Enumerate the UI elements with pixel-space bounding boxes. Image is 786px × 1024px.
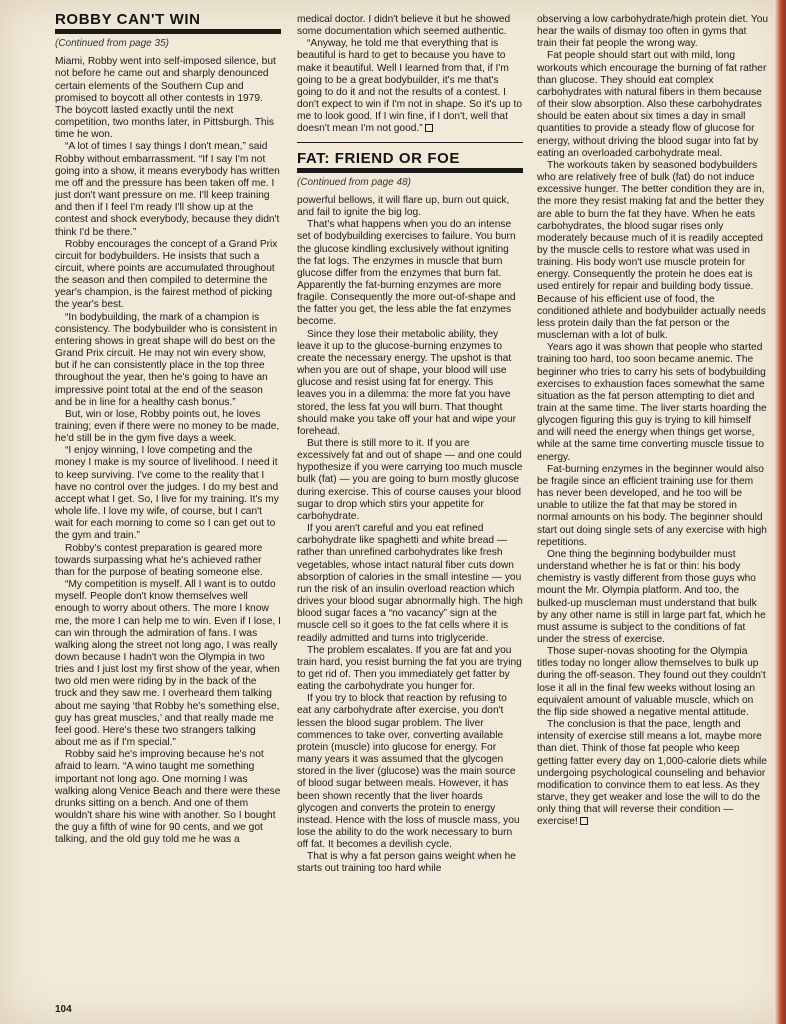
page-number: 104	[55, 1004, 72, 1015]
paragraph: observing a low carbohydrate/high protein diet. You hear the wails of dismay too often in gyms that train their fat people the wrong way.	[537, 14, 769, 50]
paragraph: But there is still more to it. If you are excessively fat and out of shape — and one could hypothesize if you were carrying too much muscle bulk (fat) — you are going to burn mostly glucose during exercise. This of course causes your blood sugar to drop which stirs your appetite for carbohydrate.	[297, 438, 523, 522]
end-mark-icon	[425, 124, 433, 132]
paragraph: medical doctor. I didn't believe it but he showed some documentation which seemed authentic.	[297, 14, 511, 38]
paragraph: Years ago it was shown that people who started training too hard, too soon became anemic. The beginner who tries to carry his sets of bodybuilding exercises to exhaustion faces somewhat the same situation as the fat person attempting to diet and train at the same time. The liver starts hoarding the glycogen figuring this guy is trying to kill himself and will need the energy when things get worse, while at the same time converting muscle tissue to energy.	[537, 342, 767, 463]
column-3	[537, 14, 769, 999]
headline-fat: FAT: FRIEND OR FOE	[297, 149, 461, 167]
paragraph	[297, 38, 523, 135]
headline-rule	[55, 29, 281, 34]
end-mark-icon	[580, 817, 588, 825]
paragraph: That is why a fat person gains weight when he starts out training too hard while	[297, 851, 516, 875]
paragraph: “I enjoy winning, I love competing and the money I make is my source of livelihood. I need it to keep surviving. I've come to the reality that I have no control over the judges. I do my best and accept what I get. So, I live for my training. It's my whole life. I love my wife, of course, but I can't wait for each morning to come so I can get out to the gym and train.”	[55, 445, 279, 542]
paragraph	[537, 719, 769, 828]
paragraph: “My competition is myself. All I want is to outdo myself. People don't know themselves well enough to worry about others. The more I know me, the more I can help me to win. Even if I lose, I can win through the admiration of fans. I was walking along the street not long ago, I was really down because I hadn't won the Olympia in two tries and I just lost my first show of the year, when two old men were riding by in the back of the truck and they saw me. I overheard them talking about me saying ‘that Robby he's something else, guy has great muscles,’ and that really made me feel good. Here's these two strangers talking about me as if I'm special.”	[55, 579, 281, 749]
column-1	[55, 14, 281, 999]
paragraph: The problem escalates. If you are fat and you train hard, you resist burning the fat you are trying to get rid of. Then you immediately get fatter by eating the carbohydrate you hunger for.	[297, 644, 522, 693]
page-edge	[774, 0, 786, 1024]
paragraph: Fat people should start out with mild, long workouts which encourage the burning of fat rather than glucose. They should eat complex carbohydrates with natural fibers in them because of their slow absorption. Also these carbohydrates should be eaten about six times a day in small quantities to provide a steady flow of glucose for energy, without driving the blood sugar into fat by eating an overloaded carbohydrate meal.	[537, 50, 767, 159]
continued-note: (Continued from page 48)	[297, 176, 411, 188]
paragraph: Miami, Robby went into self-imposed silence, but not before he came out and sharply denounced certain elements of the Southern Cup and promised to boycott all other contests in 1979. The boycott lasted exactly until the next competition, two months later, in Pittsburgh. This time he won.	[55, 56, 276, 141]
article-divider	[297, 142, 523, 143]
paragraph-text: “Anyway, he told me that everything that is beautiful is hard to get to because you have to make it beautiful. Well I learned from that, if I'm going to be a great bodybuilder, it's me that's going to do it and not the results of a contest. I don't expect to win if I'm not in shape. So it's up to me to look good. If I win fine, if I don't, well that doesn't mean I'm not good.”	[297, 38, 522, 135]
paragraph: Fat-burning enzymes in the beginner would also be fragile since an efficient training use for them has never been developed, and he too will be unable to utilize the fat that may be stored in normal amounts on his body. The beginner should start out doing single sets of any exercise with high repetitions.	[537, 463, 767, 548]
continued-note: (Continued from page 35)	[55, 38, 169, 50]
headline-rule	[297, 168, 523, 173]
paragraph: If you aren't careful and you eat refined carbohydrate like spaghetti and white bread — rather than unrefined carbohydrates like fresh vegetables, whose intact natural fiber cuts down absorption of calories in the small intestine — you run the risk of an insulin overload reaction which drives your blood sugar abnormally high. The high blood sugar faces a “no vacancy” sign at the muscle cell so it goes to the fat cells where it is readily admitted and turns into triglyceride.	[297, 523, 523, 644]
paragraph: Robby said he's improving because he's not afraid to learn. “A wino taught me something important not long ago. One morning I was walking along Venice Beach and there were these drunks sitting on a bench. And one of them wouldn't share his wine with another. So I bought the guy a fifth of wine for 90 cents, and we got talking, and the old guy told me he was a	[55, 749, 281, 846]
paragraph: The workouts taken by seasoned bodybuilders who are relatively free of bulk (fat) do not induce excessive hunger. The better condition they are in, the more they resist making fat and the better they are able to burn the fat they have. When he eats carbohydrates, the blood sugar rises only moderately because much of it is readily accepted by the muscle cells to restore what was used in training. His body won't use muscle protein for energy. Consequently the protein he does eat is used entirely for repair and building body tissue. Because of his efficient use of food, the conditioned athlete and bodybuilder actually needs less protein daily than the fat person or the muscleman with a lot of bulk.	[537, 159, 766, 342]
paragraph: One thing the beginning bodybuilder must understand whether he is fat or thin: his body chemistry is vastly different from those guys who mount the Mr. Olympia platform. And too, the bulked-up muscleman must understand that bulk by any other name is still in large part fat, which he must assume is subject to the conditions of fat under the stress of exercise.	[537, 548, 766, 645]
paragraph: Robby's contest preparation is geared more towards surpassing what he's achieved rather than for the purpose of beating someone else.	[55, 542, 263, 578]
paragraph: powerful bellows, it will flare up, burn out quick, and fail to ignite the big log.	[297, 194, 510, 219]
paragraph: If you try to block that reaction by refusing to eat any carbohydrate after exercise, you don't lessen the blood sugar problem. The liver commences to take over, converting available protein (muscle) into glucose for energy. For many years it was assumed that the glycogen stored in the liver (glucose) was the main source of blood sugar between meals. However, it has been shown recently that the liver hoards glycogen and converts the protein to energy instead. Hence with the loss of muscle mass, you lose the ability to do the work necessary to burn off fat. It becomes a devilish cycle.	[297, 693, 520, 851]
paragraph: “In bodybuilding, the mark of a champion is consistency. The bodybuilder who is consistent in entering shows in great shape will do best on the Grand Prix circuit. He may not win every show, but if he can consistently place in the top three throughout the year, then he's going to have an impressive point total at the end of the season and be in line for a healthy cash bonus.”	[55, 311, 278, 408]
paragraph: But, win or lose, Robby points out, he loves training; even if there were no money to be made, he'd still be in the gym five days a week.	[55, 408, 280, 445]
paragraph: Since they lose their metabolic ability, they leave it up to the glucose-burning enzymes to create the necessary energy. The upshot is that when you are out of shape, your blood will use glucose and resist using fat for energy. This leaves you in a dilemma: the more fat you have stored, the less fat you will burn. That thought should make you take off your hat and wipe your forehead.	[297, 328, 516, 437]
paragraph: That's what happens when you do an intense set of bodybuilding exercises to failure. You burn the glucose kindling exclusively without igniting the fat logs. The enzymes in muscle that burn glucose differ from the enzymes that burn fat. Apparently the fat-burning enzymes are more fragile. Consequently the more out-of-shape and the fatter you get, the less able the fat enzymes become.	[297, 219, 516, 328]
column-2	[297, 14, 523, 999]
headline-robby: ROBBY CAN'T WIN	[55, 14, 201, 28]
paragraph: Robby encourages the concept of a Grand Prix circuit for bodybuilders. He insists that such a circuit, where points are accumulated throughout the season and then compiled to determine the year's champion, is the fairest method of picking the year's best.	[55, 238, 278, 311]
paragraph-text: The conclusion is that the pace, length and intensity of exercise still means a lot, maybe more than diet. Think of those fat people who keep getting fatter every day on 1,000-calorie diets while undergoing psychological counseling and behavior modification to convince them to eat less. As they starve, they get weaker and lose the will to do the only thing that will reverse their condition — exercise!	[537, 719, 767, 828]
paragraph: Those super-novas shooting for the Olympia titles today no longer allow themselves to bulk up during the off-season. They found out they couldn't lose it all in the final few weeks without losing an equivalent amount of valuable muscle, which on the flip side showed a negative mental attitude.	[537, 646, 766, 718]
paragraph: “A lot of times I say things I don't mean,” said Robby without embarrassment. “If I say I'm not going into a show, it means everybody has written me off and the pressure has been taken off me. I just don't want pressure on me. I'll keep training and then if I feel I'm ready I'll show up at the contest and shock everybody, because they didn't think I'd be there.”	[55, 141, 280, 238]
